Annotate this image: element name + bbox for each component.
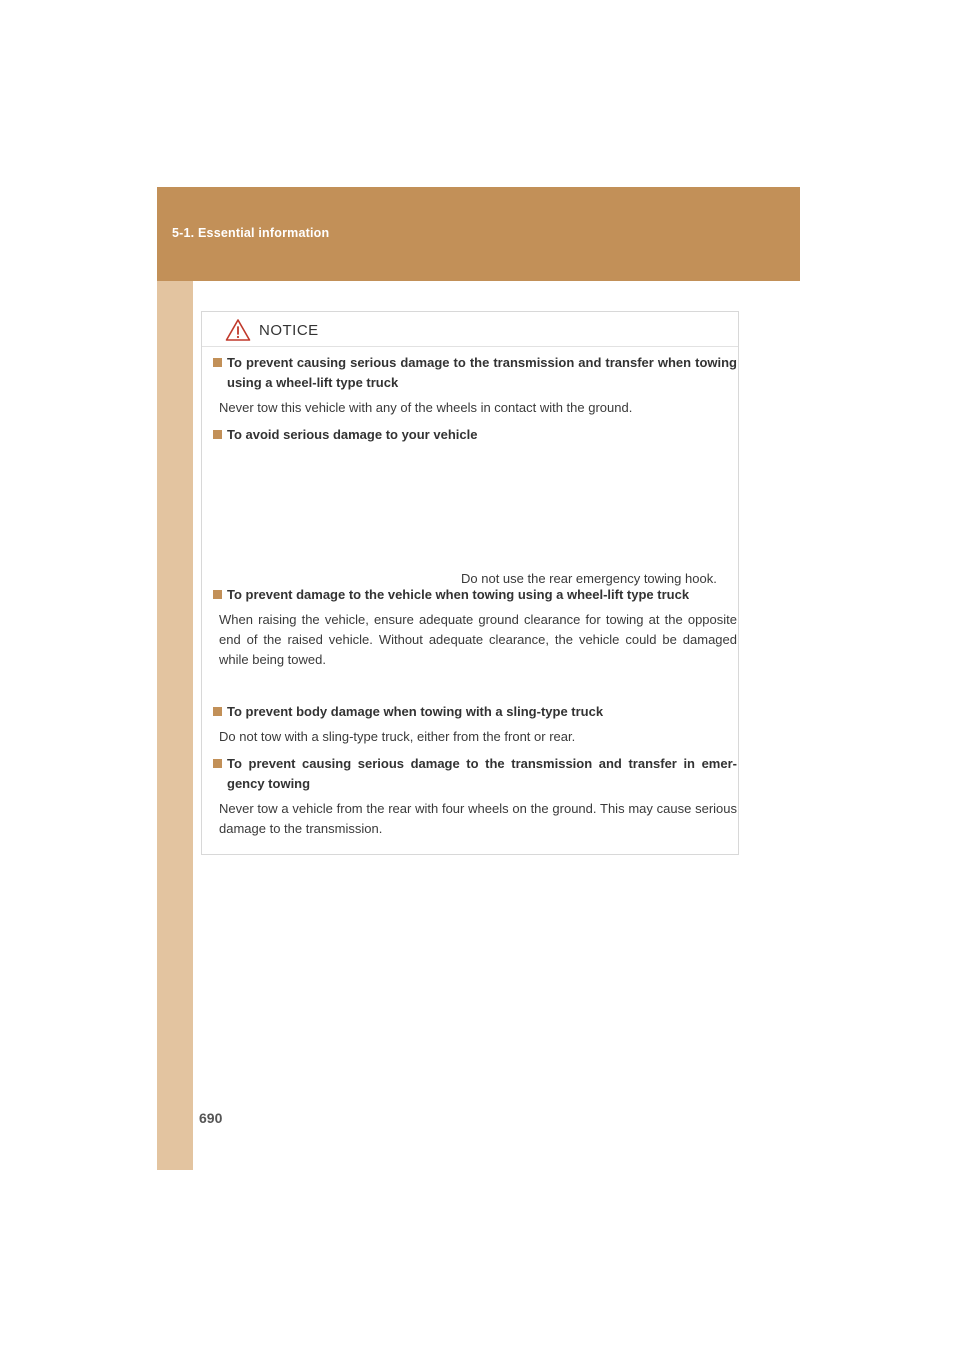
notice-item: [213, 425, 737, 585]
item-title: [213, 585, 737, 605]
item-title: [213, 425, 737, 445]
item-title-text: To prevent causing serious damage to the transmission and transfer in emer-gency towing: [227, 756, 737, 791]
figure-caption: Do not use the rear emergency towing hook.: [461, 571, 717, 586]
bullet-square-icon: [213, 759, 222, 768]
notice-item: [213, 585, 737, 670]
item-body: When raising the vehicle, ensure adequate ground clearance for towing at the opposite end of the raised vehicle. Without adequate clearance, the vehicle could be damaged while being towed.: [219, 612, 737, 667]
bullet-square-icon: [213, 590, 222, 599]
notice-item: [213, 702, 737, 747]
bullet-square-icon: [213, 358, 222, 367]
notice-divider: [202, 346, 738, 347]
item-title: [213, 754, 737, 794]
notice-header: [225, 317, 319, 343]
item-title: [213, 702, 737, 722]
notice-item: [213, 353, 737, 418]
notice-box: [201, 311, 739, 855]
side-strip: [157, 187, 193, 1170]
notice-item: [213, 754, 737, 839]
item-title: [213, 353, 737, 393]
item-title-text: To prevent causing serious damage to the transmission and transfer when towing using a wheel-lift type truck: [227, 355, 737, 390]
notice-label: NOTICE: [259, 321, 319, 339]
bullet-square-icon: [213, 430, 222, 439]
item-title-text: To prevent damage to the vehicle when towing using a wheel-lift type truck: [227, 587, 690, 602]
section-title: 5-1. Essential information: [172, 226, 330, 240]
item-body: Never tow this vehicle with any of the wheels in contact with the ground.: [219, 400, 633, 415]
item-title-text: To prevent body damage when towing with a sling-type truck: [227, 704, 604, 719]
bullet-square-icon: [213, 707, 222, 716]
item-body: Never tow a vehicle from the rear with four wheels on the ground. This may cause serious damage to the transmission.: [219, 801, 737, 836]
page-number: 690: [199, 1110, 223, 1126]
item-body: Do not tow with a sling-type truck, either from the front or rear.: [219, 729, 576, 744]
item-title-text: To avoid serious damage to your vehicle: [227, 427, 478, 442]
warning-triangle-icon: [225, 318, 251, 342]
